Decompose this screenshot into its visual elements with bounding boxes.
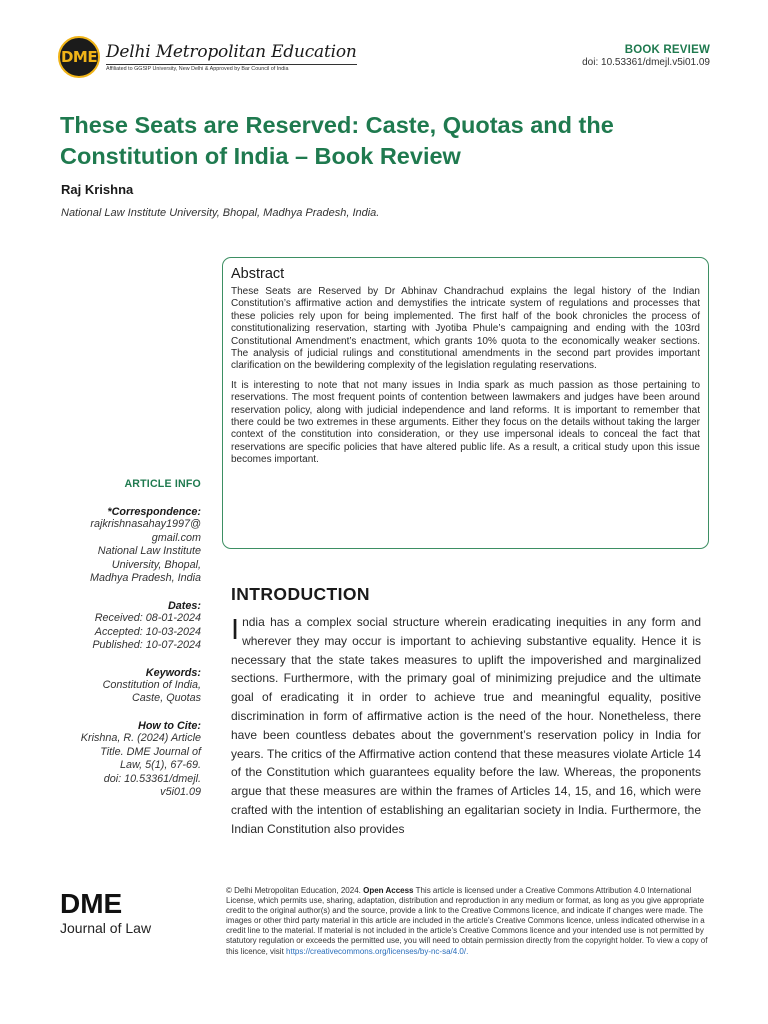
publisher-logo (58, 36, 357, 78)
journal-subtitle: Journal of Law (60, 920, 152, 936)
logo-subtitle: Affiliated to GGSIP University, New Delhi & Approved by Bar Council of India (106, 64, 357, 72)
article-info-heading: ARTICLE INFO (124, 478, 201, 490)
correspondence-affiliation: National Law Institute University, Bhopal, Madhya Pradesh, India (89, 545, 201, 585)
article-info-sidebar (60, 478, 201, 800)
accepted-date: Accepted: 10-03-2024 (94, 625, 201, 638)
introduction-text: ndia has a complex social structure wherein eradicating inequities in any form and wherever they may occur is important to achieving substantive equality. Hence it is necessary that the state takes measures to uplift the impoverished and marginalized sections. Furthermore, with the primary goal of minimizing prejudice and the ultimate goal of eradicating it in order to achieve true and meaningful equality, positive discrimination in form of affirmative action is the need of the hour. Nonetheless, there have been countless debates about the government’s reservation policy in India for years. The critics of the Affirmative action contend that these measures violate Article 14 of the Constitution which guarantees equality before the law. Whereas, the proponents argue that these measures are within the frames of Articles 14, 15, and 16, which were crafted with the intention of establishing an egalitarian society in India. Furthermore, the Indian Constitution also provides (231, 615, 701, 836)
abstract-box (222, 257, 709, 549)
received-date: Received: 08-01-2024 (94, 611, 201, 624)
licence-footer (226, 886, 710, 957)
citation: Krishna, R. (2024) Article Title. DME Journal of Law, 5(1), 67-69. doi: 10.53361/dmejl. v5i01.09 (80, 731, 201, 799)
abstract-paragraph-2: It is interesting to note that not many issues in India spark as much passion as those pertaining to reservations. The most frequent points of contention between lawmakers and judges have been around reservation policy, along with judicial independence and land reforms. It is important to remember that there could be two extremes in these arguments. Either they focus on the details without taking the larger context of the constitution into consideration, or they use impersonal ideals to conceal the fact that reservations are specific policies that have altered public life. As a result, a critical study upon this issue becomes important. (231, 379, 700, 466)
dates-label: Dates: (167, 599, 201, 612)
how-to-cite-label: How to Cite: (138, 719, 201, 732)
licence-text: This article is licensed under a Creative Commons Attribution 4.0 International License, which permits use, sharing, adaptation, distribution and reproduction in any medium or format, as long as you give appropriate credit to the original author(s) and the source, provide a link to the Creative Commons licence, and indicate if changes were made. The images or other third party material in this article are included in the article’s Creative Commons licence, unless indicated otherwise in a credit line to the material. If material is not included in the article’s Creative Commons licence and your intended use is not permitted by statutory regulation or exceeds the permitted use, you will need to obtain permission directly from the copyright holder. To view a copy of this licence, visit (226, 886, 708, 956)
page-header (58, 36, 710, 80)
copyright-text: © Delhi Metropolitan Education, 2024. (226, 886, 361, 895)
journal-name: DME (60, 888, 123, 919)
logo-title: Delhi Metropolitan Education (106, 42, 357, 62)
section-label: BOOK REVIEW (624, 44, 710, 56)
abstract-heading: Abstract (231, 266, 285, 282)
keywords-label: Keywords: (145, 666, 201, 679)
published-date: Published: 10-07-2024 (92, 639, 201, 652)
introduction-body (231, 613, 701, 839)
abstract-paragraph-1: These Seats are Reserved by Dr Abhinav Chandrachud explains the legal history of the Indian Constitution’s affirmative action and demystifies the intricate system of regulations and processes that these policies rely upon for being implemented. The first half of the book chronicles the process of constitutionalizing reservation, starting with Jyotiba Phule’s campaigning and ending with the 103rd Constitutional Amendment’s enactment, which grants 10% quota to the economically weaker sections. The analysis of judicial rulings and constitutional amendments in the second part provides important clarification on the bewildering complexity of the legislation regulating reservations. (231, 286, 700, 372)
licence-link[interactable]: https://creativecommons.org/licenses/by-nc-sa/4.0/. (286, 946, 469, 956)
introduction-heading: INTRODUCTION (231, 584, 370, 604)
correspondence-email[interactable]: rajkrishnasahay1997@ gmail.com (90, 518, 201, 544)
correspondence-label: *Correspondence: (107, 506, 201, 518)
author-name: Raj Krishna (61, 182, 134, 197)
drop-cap: I (231, 614, 240, 646)
keywords: Constitution of India, Caste, Quotas (102, 678, 201, 705)
article-title: These Seats are Reserved: Caste, Quotas and the Constitution of India – Book Review (60, 112, 614, 169)
author-affiliation: National Law Institute University, Bhopal, Madhya Pradesh, India. (61, 207, 380, 219)
journal-brand (60, 888, 151, 936)
header-doi: doi: 10.53361/dmejl.v5i01.09 (582, 57, 710, 68)
open-access-label: Open Access (363, 886, 414, 895)
logo-mark: DME (58, 36, 100, 78)
